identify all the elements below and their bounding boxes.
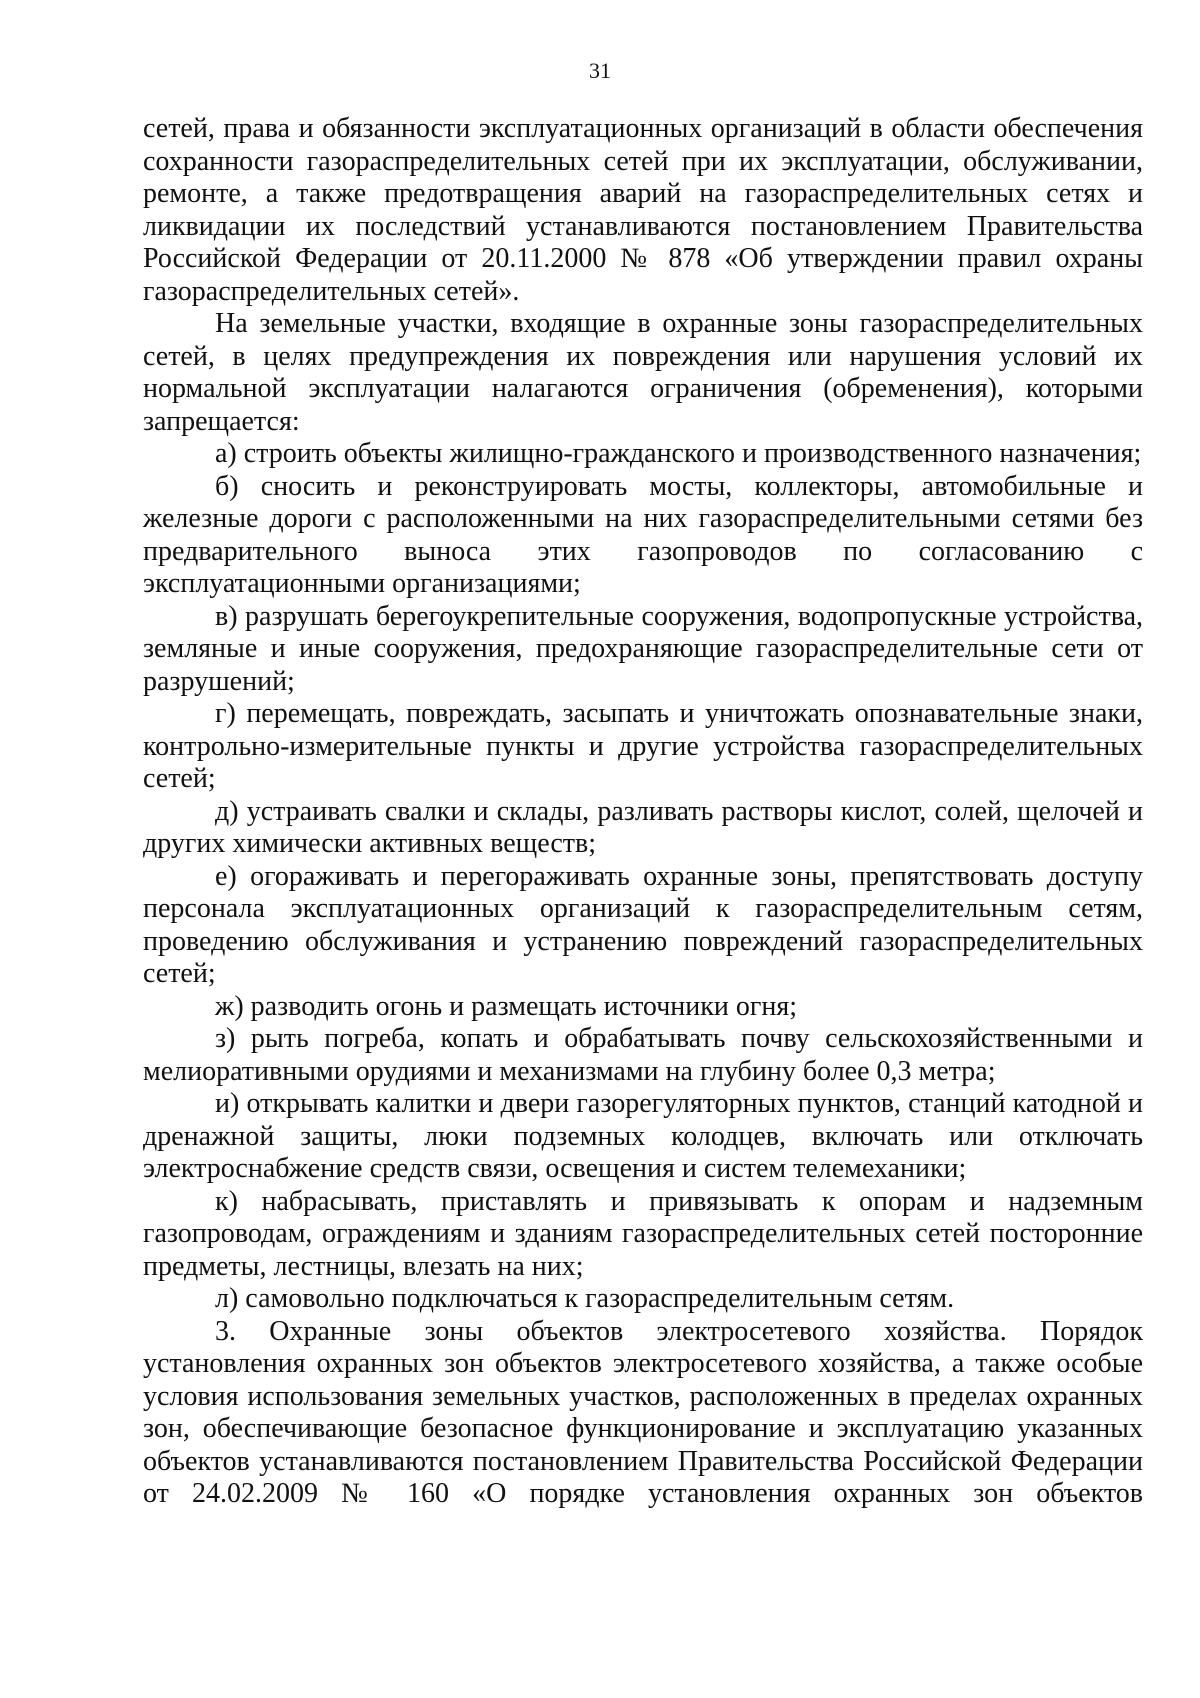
document-body <box>143 113 1143 1511</box>
paragraph-continuation: сетей, права и обязанности эксплуатационных организаций в области обеспечения сохранности газораспределительных сетей при их эксплуатации, обслуживании, ремонте, а также предотвращения аварий на газораспределительных сетях и ликвидации их последствий устанавливаются постановлением Правительства Российской Федерации от 20.11.2000 № 878 «Об утверждении правил охраны газораспределительных сетей». <box>143 113 1143 307</box>
list-item-k: к) набрасывать, приставлять и привязывать к опорам и надземным газопроводам, ограждениям и зданиям газораспределительных сетей посторонние предметы, лестницы, влезать на них; <box>143 1185 1143 1282</box>
list-item-v: в) разрушать берегоукрепительные сооружения, водопропускные устройства, земляные и иные сооружения, предохраняющие газораспределительные сети от разрушений; <box>143 600 1143 697</box>
paragraph-section-3: 3. Охранные зоны объектов электросетевого хозяйства. Порядок установления охранных зон объектов электросетевого хозяйства, а также особые условия использования земельных участков, расположенных в пределах охранных зон, обеспечивающие безопасное функционирование и эксплуатацию указанных объектов устанавливаются постановлением Правительства Российской Федерации от 24.02.2009 № 160 «О порядке установления охранных зон объектов <box>143 1315 1143 1509</box>
paragraph-restrictions-intro: На земельные участки, входящие в охранные зоны газораспределительных сетей, в целях предупреждения их повреждения или нарушения условий их нормальной эксплуатации налагаются ограничения (обременения), которыми запрещается: <box>143 308 1143 437</box>
list-item-zh: ж) разводить огонь и размещать источники огня; <box>215 990 797 1022</box>
page-number: 31 <box>589 58 611 83</box>
list-item-e: е) огораживать и перегораживать охранные зоны, препятствовать доступу персонала эксплуатационных организаций к газораспределительным сетям, проведению обслуживания и устранению повреждений газораспределительных сетей; <box>143 860 1143 989</box>
list-item-i: и) открывать калитки и двери газорегуляторных пунктов, станций катодной и дренажной защиты, люки подземных колодцев, включать или отключать электроснабжение средств связи, освещения и систем телемеханики; <box>143 1088 1143 1184</box>
list-item-l: л) самовольно подключаться к газораспределительным сетям. <box>215 1283 955 1314</box>
list-item-z: з) рыть погреба, копать и обрабатывать почву сельскохозяйственными и мелиоративными орудиями и механизмами на глубину более 0,3 метра; <box>143 1023 1143 1087</box>
list-item-b: б) сносить и реконструировать мосты, коллекторы, автомобильные и железные дороги с расположенными на них газораспределительными сетями без предварительного выноса этих газопроводов по согласованию с эксплуатационными организациями; <box>143 470 1143 599</box>
list-item-d: д) устраивать свалки и склады, разливать растворы кислот, солей, щелочей и других химически активных веществ; <box>143 795 1143 859</box>
list-item-a: а) строить объекты жилищно-гражданского и производственного назначения; <box>215 438 1142 469</box>
list-item-g: г) перемещать, повреждать, засыпать и уничтожать опознавательные знаки, контрольно-измерительные пункты и другие устройства газораспределительных сетей; <box>143 698 1143 794</box>
